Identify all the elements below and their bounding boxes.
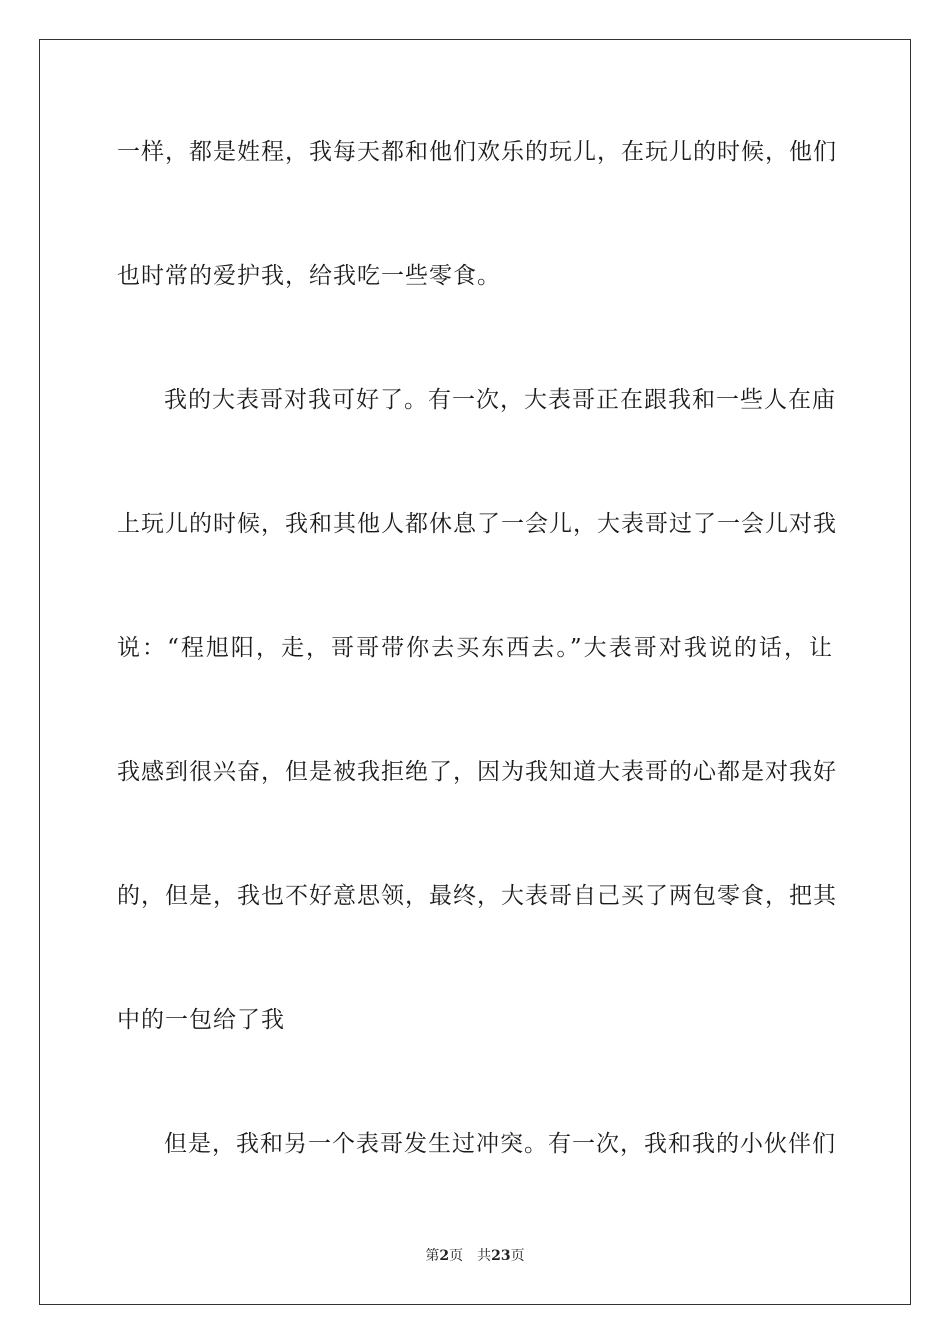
text-line-4: 上玩儿的时候，我和其他人都休息了一会儿，大表哥过了一会儿对我	[117, 511, 837, 537]
text-line-6: 我感到很兴奋，但是被我拒绝了，因为我知道大表哥的心都是对我好	[117, 759, 837, 785]
text-line-8: 中的一包给了我	[117, 1007, 285, 1033]
total-pages: 23	[491, 1248, 511, 1264]
text-line-1: 一样，都是姓程，我每天都和他们欢乐的玩儿，在玩儿的时候，他们	[117, 139, 837, 165]
total-prefix: 共	[477, 1248, 492, 1264]
text-line-9: 但是，我和另一个表哥发生过冲突。有一次，我和我的小伙伴们	[164, 1131, 836, 1157]
text-line-5: 说：“程旭阳，走，哥哥带你去买东西去。”大表哥对我说的话，让	[117, 635, 833, 661]
page-prefix: 第	[425, 1248, 440, 1264]
text-line-7: 的，但是，我也不好意思领，最终，大表哥自己买了两包零食，把其	[117, 883, 837, 909]
page-border	[39, 39, 911, 1305]
total-suffix: 页	[510, 1248, 525, 1264]
text-line-2: 也时常的爱护我，给我吃一些零食。	[117, 263, 501, 289]
page-suffix: 页	[449, 1248, 464, 1264]
text-line-3: 我的大表哥对我可好了。有一次，大表哥正在跟我和一些人在庙	[164, 387, 836, 413]
page-number: 2	[439, 1248, 450, 1264]
page-footer	[0, 1247, 950, 1265]
